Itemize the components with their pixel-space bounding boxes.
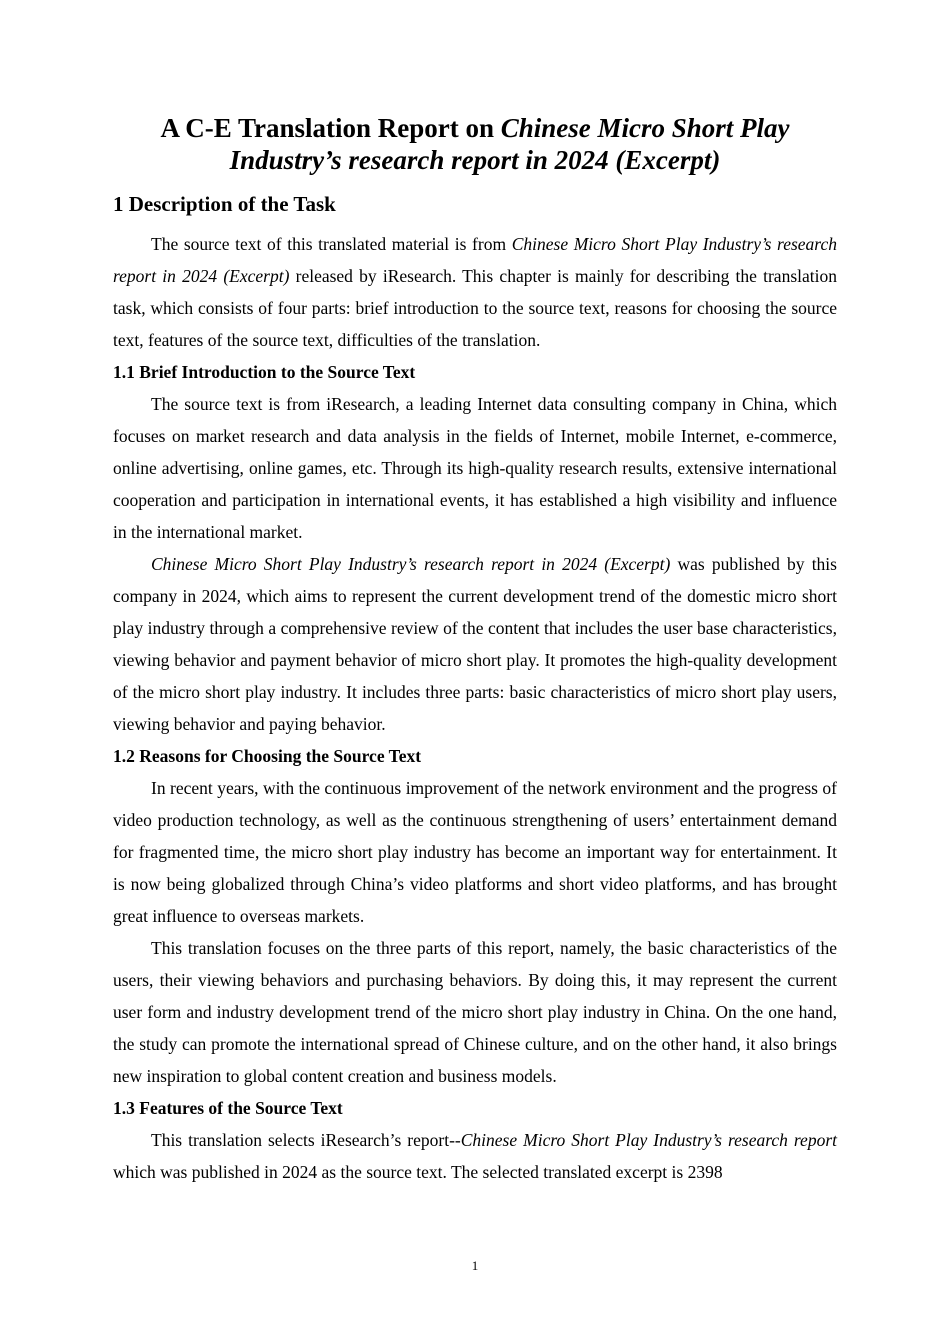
heading-features: 1.3 Features of the Source Text bbox=[113, 1098, 343, 1118]
paragraph-report-rest: was published by this company in 2024, which aims to represent the current development trend of the domestic micro short play industry through a comprehensive review of the content that includes the user base characteristics, viewing behavior and payment behavior of micro short play. It promotes the high-quality development of the micro short play industry. It includes three parts: basic characteristics of micro short play users, viewing behavior and paying behavior. bbox=[113, 554, 837, 734]
paragraph-features-report-title: Chinese Micro Short Play Industry’s research report bbox=[460, 1130, 838, 1150]
paragraph-translation-focus: This translation focuses on the three parts of this report, namely, the basic characteristics of the users, their viewing behaviors and purchasing behaviors. By doing this, it may represent the current user form and industry development trend of the micro short play industry in China. On the one hand, the study can promote the international spread of Chinese culture, and on the other hand, it also brings new inspiration to global content creation and business models. bbox=[113, 938, 837, 1086]
paragraph-report-title: Chinese Micro Short Play Industry’s research report in 2024 (Excerpt) bbox=[151, 554, 671, 574]
paragraph-features-rest: which was published in 2024 as the source text. The selected translated excerpt is 2398 bbox=[113, 1162, 723, 1182]
paragraph-features bbox=[113, 1124, 837, 1188]
paragraph-recent-years: In recent years, with the continuous improvement of the network environment and the progress of video production technology, as well as the continuous strengthening of users’ entertainment demand for fragmented time, the micro short play industry has become an important way for entertainment. It is now being globalized through China’s video platforms and short video platforms, and has brought great influence to overseas markets. bbox=[113, 778, 837, 926]
paragraph-intro-rest: released by iResearch. This chapter is mainly for describing the translation task, which consists of four parts: brief introduction to the source text, reasons for choosing the source text, features of the source text, difficulties of the translation. bbox=[113, 266, 837, 350]
paragraph-intro-report-title: Chinese Micro Short Play Industry’s research report in 2024 (Excerpt) bbox=[113, 234, 837, 286]
paragraph-features-start: This translation selects iResearch’s report-- bbox=[151, 1130, 461, 1150]
document-body bbox=[113, 112, 837, 1188]
paragraph-intro bbox=[113, 228, 837, 356]
page-number: 1 bbox=[471, 1258, 479, 1273]
paragraph-intro-start: The source text of this translated material is from bbox=[151, 234, 512, 254]
title-italic-line2: Industry’s research report in 2024 (Excerpt) bbox=[229, 145, 721, 175]
paragraph-iresearch: The source text is from iResearch, a leading Internet data consulting company in China, which focuses on market research and data analysis in the fields of Internet, mobile Internet, e-commerce, online advertising, online games, etc. Through its high-quality research results, extensive international cooperation and participation in international events, it has established a high visibility and influence in the international market. bbox=[113, 394, 837, 542]
title-italic-line1: Chinese Micro Short Play bbox=[500, 113, 790, 143]
title-plain: A C-E Translation Report on bbox=[160, 113, 501, 143]
heading-brief-introduction: 1.1 Brief Introduction to the Source Text bbox=[113, 362, 416, 382]
document-title bbox=[113, 112, 837, 176]
heading-reasons: 1.2 Reasons for Choosing the Source Text bbox=[113, 746, 422, 766]
paragraph-report-purpose bbox=[113, 548, 837, 740]
heading-description-of-task: 1 Description of the Task bbox=[113, 192, 336, 216]
